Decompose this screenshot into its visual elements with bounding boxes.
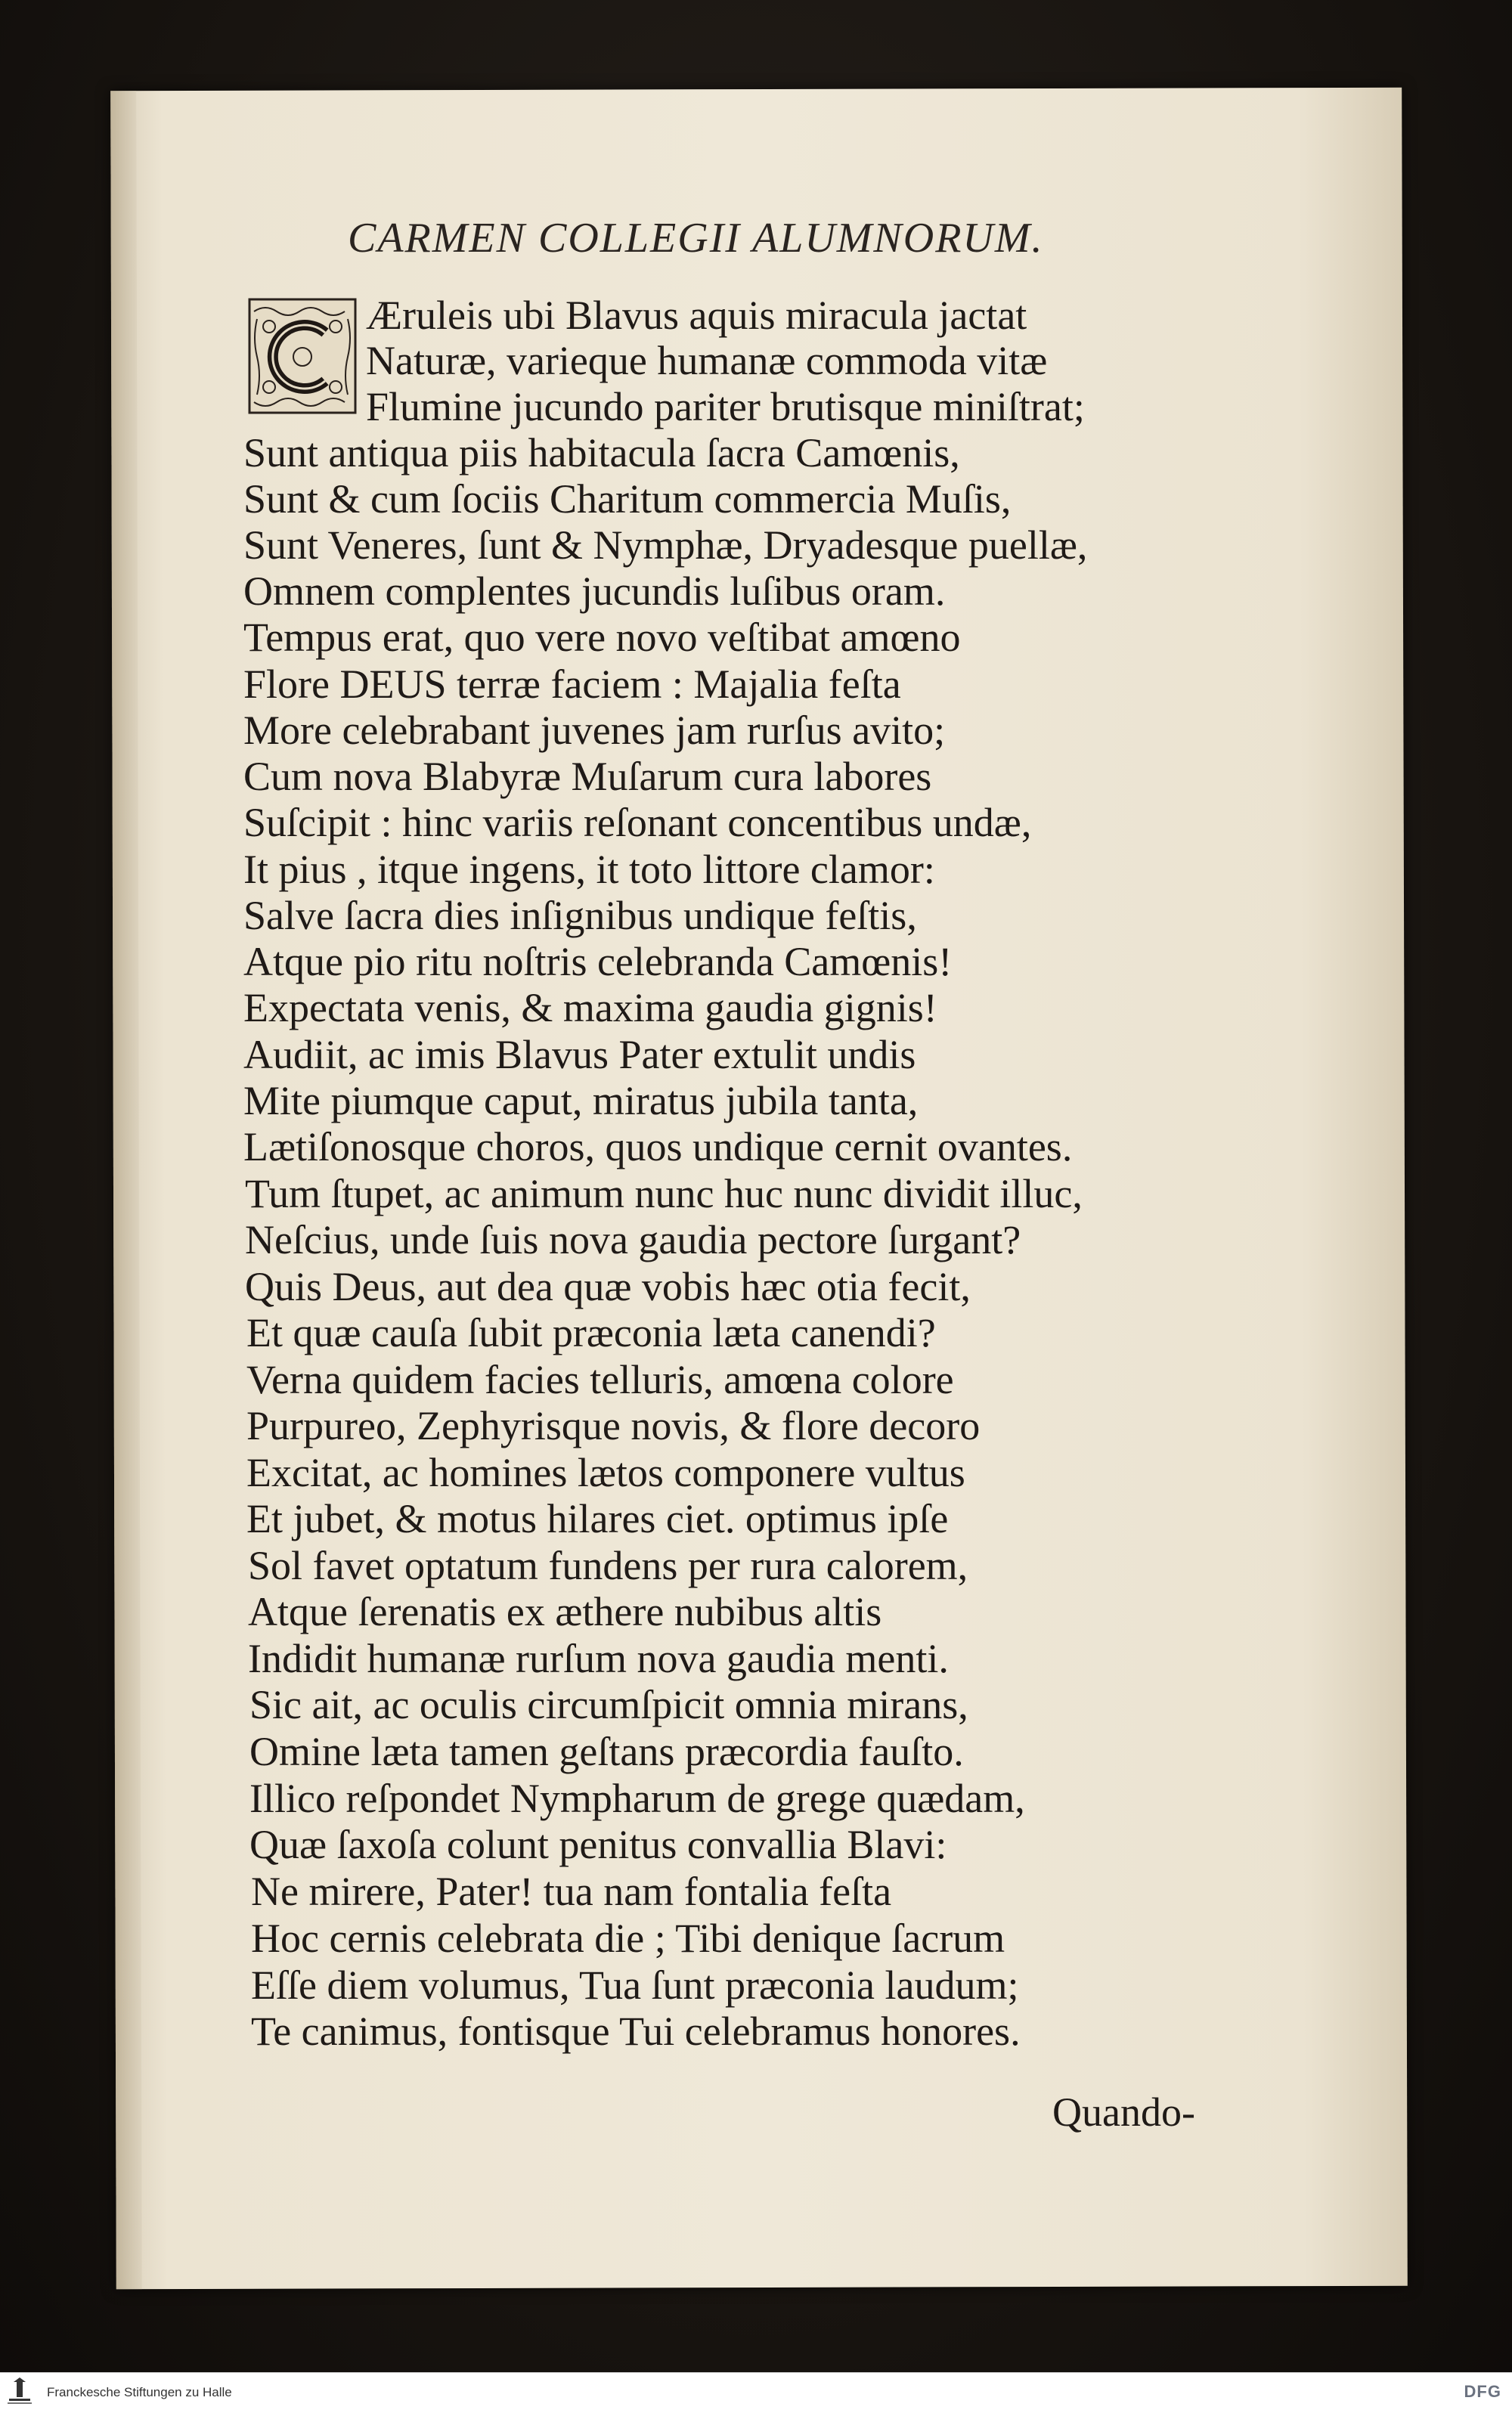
poem-line: Sunt & cum ſociis Charitum commercia Muſis, — [243, 476, 1012, 522]
footer-credit: Franckesche Stiftungen zu Halle — [47, 2385, 232, 2399]
poem-line: Excitat, ac homines lætos componere vultus — [246, 1450, 965, 1495]
poem-line: Tempus erat, quo vere novo veſtibat amœno — [243, 615, 961, 660]
poem-line: Sunt antiqua piis habitacula ſacra Camœnis, — [243, 430, 960, 475]
poem-line: Et quæ cauſa ſubit præconia læta canendi? — [246, 1310, 936, 1355]
poem-line: Sic ait, ac oculis circumſpicit omnia mirans, — [249, 1682, 968, 1727]
poem-line: Audiit, ac imis Blavus Pater extulit undis — [243, 1032, 916, 1077]
poem-line: Hoc cernis celebrata die ; Tibi denique ſacrum — [251, 1916, 1005, 1961]
poem-line: Purpureo, Zephyrisque novis, & flore decoro — [246, 1403, 981, 1448]
poem-line: Suſcipit : hinc variis reſonant concentibus undæ, — [243, 800, 1032, 845]
poem-line: More celebrabant juvenes jam rurſus avito; — [243, 708, 946, 753]
poem-line: Indidit humanæ rurſum nova gaudia menti. — [248, 1636, 949, 1681]
poem-line: Expectata venis, & maxima gaudia gignis! — [243, 985, 937, 1030]
poem-line: Et jubet, & motus hilares ciet. optimus ipſe — [246, 1496, 949, 1541]
poem-line: Æruleis ubi Blavus aquis miracula jactat — [366, 293, 1027, 338]
poem-line: Flumine jucundo pariter brutisque miniſtrat; — [366, 384, 1085, 429]
poem-line: Flore DEUS terræ faciem : Majalia feſta — [243, 661, 901, 707]
poem-line: Quæ ſaxoſa colunt penitus convallia Blavi: — [249, 1822, 947, 1867]
poem-line: Salve ſacra dies inſignibus undique feſtis, — [243, 893, 917, 938]
poem-line: Mite piumque caput, miratus jubila tanta, — [243, 1078, 919, 1123]
poem-line: Verna quidem facies telluris, amœna colore — [246, 1357, 954, 1402]
poem-line: Neſcius, unde ſuis nova gaudia pectore ſurgant? — [245, 1217, 1021, 1262]
poem-line: Quis Deus, aut dea quæ vobis hæc otia fecit, — [245, 1264, 971, 1309]
catchword: Quando- — [1052, 2089, 1195, 2135]
ornamental-initial-c — [246, 296, 358, 416]
poem-line: Sunt Veneres, ſunt & Nymphæ, Dryadesque puellæ, — [243, 522, 1088, 568]
institution-logo-icon — [5, 2377, 35, 2408]
poem-line: Omine læta tamen geſtans præcordia fauſto. — [249, 1729, 964, 1774]
dfg-logo: DFG — [1464, 2382, 1501, 2401]
poem-line: Atque ſerenatis ex æthere nubibus altis — [248, 1589, 882, 1634]
poem-line: Tum ſtupet, ac animum nunc huc nunc dividit illuc, — [245, 1171, 1083, 1216]
poem-line: Naturæ, varieque humanæ commoda vitæ — [366, 338, 1048, 383]
poem-line: It pius , itque ingens, it toto littore clamor: — [243, 847, 935, 892]
poem-line: Illico reſpondet Nympharum de grege quædam, — [249, 1776, 1025, 1821]
page-title: CARMEN COLLEGII ALUMNORUM. — [348, 215, 1044, 262]
poem-line: Lætiſonosque choros, quos undique cernit ovantes. — [243, 1124, 1073, 1169]
poem-line: Cum nova Blabyræ Muſarum cura labores — [243, 754, 932, 799]
viewer-footer — [0, 2372, 1512, 2413]
poem-line: Omnem complentes jucundis luſibus oram. — [243, 568, 946, 614]
poem-line: Atque pio ritu noſtris celebranda Camœnis! — [243, 939, 953, 984]
poem-line: Sol favet optatum fundens per rura calorem, — [248, 1543, 968, 1588]
poem-line: Ne mirere, Pater! tua nam fontalia feſta — [251, 1869, 892, 1914]
poem-line: Eſſe diem volumus, Tua ſunt præconia laudum; — [251, 1962, 1019, 2008]
poem-line: Te canimus, fontisque Tui celebramus honores. — [251, 2009, 1021, 2054]
